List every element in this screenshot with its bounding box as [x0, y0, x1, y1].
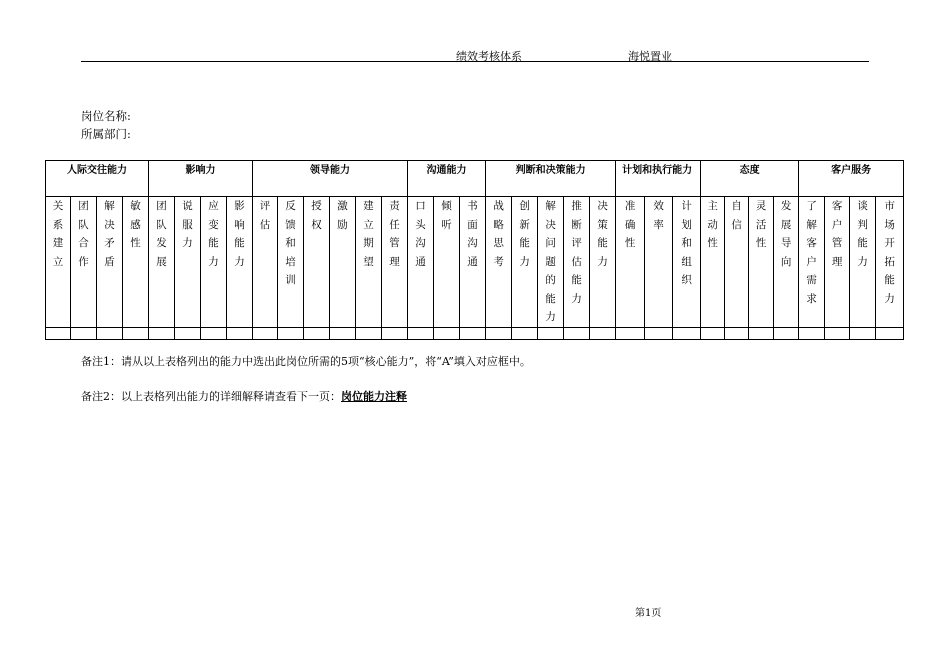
item-label: 建立期望 — [363, 200, 374, 268]
item-cell — [97, 197, 123, 328]
item-cell — [486, 197, 512, 328]
item-cell — [673, 197, 701, 328]
item-label: 书面沟通 — [467, 200, 478, 268]
item-label: 推断评估能力 — [571, 200, 582, 305]
selection-cell[interactable] — [227, 327, 253, 339]
item-label: 团队发展 — [156, 200, 167, 268]
item-label: 评估 — [259, 200, 271, 231]
item-label: 责任管理 — [389, 200, 400, 268]
item-cell — [825, 197, 850, 328]
item-cell — [725, 197, 749, 328]
category-header: 判断和决策能力 — [486, 161, 616, 197]
selection-cell[interactable] — [356, 327, 382, 339]
category-header: 客户服务 — [799, 161, 904, 197]
selection-cell[interactable] — [538, 327, 564, 339]
item-cell — [876, 197, 904, 328]
item-cell — [749, 197, 774, 328]
selection-cell[interactable] — [616, 327, 645, 339]
competency-table — [45, 160, 904, 340]
selection-cell[interactable] — [486, 327, 512, 339]
selection-cell[interactable] — [590, 327, 616, 339]
item-label: 解决矛盾 — [104, 200, 115, 268]
selection-cell[interactable] — [512, 327, 538, 339]
item-cell — [201, 197, 227, 328]
selection-cell[interactable] — [774, 327, 799, 339]
item-label: 自信 — [731, 200, 742, 231]
item-label: 授权 — [311, 200, 322, 231]
item-label: 战略思考 — [493, 200, 504, 268]
item-label: 效率 — [653, 200, 664, 231]
item-label: 说服力 — [182, 200, 193, 249]
selection-cell[interactable] — [97, 327, 123, 339]
item-cell — [799, 197, 825, 328]
item-cell — [512, 197, 538, 328]
note-2-text: 备注2：以上表格列出能力的详细解释请查看下一页： — [81, 390, 341, 403]
selection-cell[interactable] — [330, 327, 356, 339]
selection-cell[interactable] — [645, 327, 673, 339]
item-cell — [408, 197, 434, 328]
category-header: 人际交往能力 — [46, 161, 149, 197]
selection-cell[interactable] — [201, 327, 227, 339]
item-cell — [850, 197, 876, 328]
selection-cell[interactable] — [799, 327, 825, 339]
item-cell — [253, 197, 278, 328]
item-label: 灵活性 — [755, 200, 767, 249]
item-label: 解决问题的能力 — [545, 200, 556, 323]
category-row — [46, 161, 904, 197]
selection-cell[interactable] — [304, 327, 330, 339]
item-label: 敏感性 — [130, 200, 141, 249]
item-label: 准确性 — [624, 200, 636, 249]
selection-cell[interactable] — [408, 327, 434, 339]
item-cell — [304, 197, 330, 328]
selection-cell[interactable] — [175, 327, 201, 339]
selection-cell[interactable] — [382, 327, 408, 339]
category-header: 态度 — [701, 161, 799, 197]
selection-cell[interactable] — [673, 327, 701, 339]
document-title: 绩效考核体系 — [456, 50, 522, 63]
note-2 — [81, 388, 407, 404]
category-header: 影响力 — [149, 161, 253, 197]
selection-cell[interactable] — [564, 327, 590, 339]
item-cell — [564, 197, 590, 328]
item-label: 计划和组织 — [681, 200, 692, 286]
company-name: 海悦置业 — [628, 50, 672, 63]
item-cell — [645, 197, 673, 328]
selection-cell[interactable] — [749, 327, 774, 339]
item-cell — [123, 197, 149, 328]
item-cell — [71, 197, 97, 328]
item-cell — [616, 197, 645, 328]
item-cell — [590, 197, 616, 328]
category-header: 沟通能力 — [408, 161, 486, 197]
item-label: 反馈和培训 — [285, 200, 296, 286]
item-label: 影响能力 — [234, 200, 245, 268]
selection-cell[interactable] — [149, 327, 175, 339]
category-header: 领导能力 — [253, 161, 408, 197]
item-cell — [149, 197, 175, 328]
selection-cell[interactable] — [434, 327, 460, 339]
item-label: 口头沟通 — [415, 200, 426, 268]
item-label: 关系建立 — [52, 200, 64, 268]
note-1: 备注1：请从以上表格列出的能力中选出此岗位所需的5项“核心能力”，将“A”填入对应框中。 — [81, 355, 531, 368]
item-cell — [382, 197, 408, 328]
category-header: 计划和执行能力 — [616, 161, 701, 197]
item-label: 应变能力 — [208, 200, 219, 268]
selection-cell[interactable] — [460, 327, 486, 339]
item-cell — [774, 197, 799, 328]
item-cell — [330, 197, 356, 328]
item-row — [46, 197, 904, 328]
item-cell — [175, 197, 201, 328]
selection-cell[interactable] — [876, 327, 904, 339]
selection-row — [46, 327, 904, 339]
item-label: 决策能力 — [597, 200, 608, 268]
item-label: 团队合作 — [78, 200, 89, 268]
item-label: 市场开拓能力 — [884, 200, 895, 305]
item-label: 客户管理 — [831, 200, 843, 268]
selection-cell[interactable] — [701, 327, 725, 339]
item-cell — [356, 197, 382, 328]
selection-cell[interactable] — [850, 327, 876, 339]
item-label: 激励 — [337, 200, 348, 231]
selection-cell[interactable] — [123, 327, 149, 339]
item-label: 了解客户需求 — [806, 200, 817, 305]
competency-notes-link[interactable]: 岗位能力注释 — [341, 390, 407, 403]
selection-cell[interactable] — [825, 327, 850, 339]
selection-cell[interactable] — [278, 327, 304, 339]
selection-cell[interactable] — [725, 327, 749, 339]
selection-cell[interactable] — [71, 327, 97, 339]
selection-cell[interactable] — [253, 327, 278, 339]
page-number: 第1页 — [635, 608, 662, 619]
item-label: 倾听 — [441, 200, 452, 231]
item-label: 发展导向 — [780, 200, 792, 268]
header-rule — [81, 61, 869, 62]
item-label: 谈判能力 — [857, 200, 868, 268]
department-label: 所属部门: — [81, 127, 131, 141]
item-cell — [538, 197, 564, 328]
item-cell — [460, 197, 486, 328]
item-label: 创新能力 — [519, 200, 530, 268]
selection-cell[interactable] — [46, 327, 71, 339]
item-label: 主动性 — [707, 200, 718, 249]
item-cell — [227, 197, 253, 328]
position-name-label: 岗位名称: — [81, 109, 131, 123]
item-cell — [701, 197, 725, 328]
item-cell — [46, 197, 71, 328]
item-cell — [278, 197, 304, 328]
item-cell — [434, 197, 460, 328]
